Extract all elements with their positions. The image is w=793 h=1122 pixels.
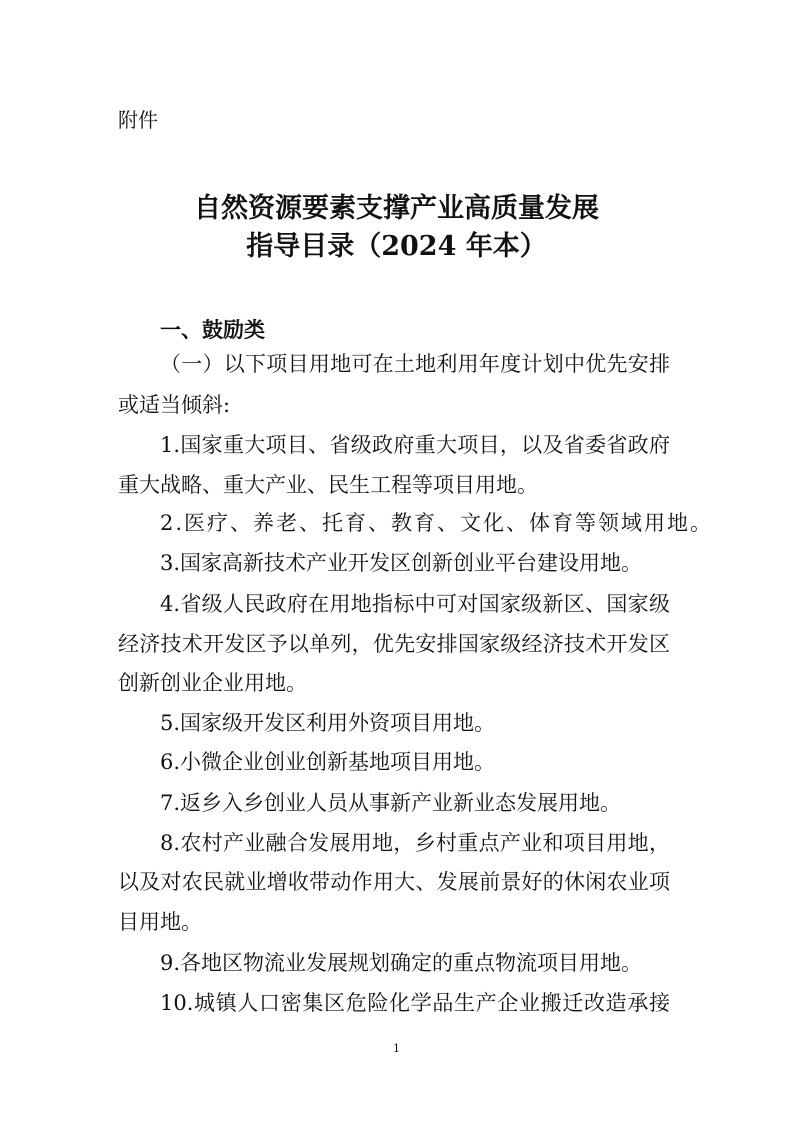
- list-item-line: 以及对农民就业增收带动作用大、发展前景好的休闲农业项: [118, 870, 670, 894]
- paragraph-line: （一）以下项目用地可在土地利用年度计划中优先安排: [160, 352, 670, 376]
- list-item-line: 经济技术开发区予以单列，优先安排国家级经济技术开发区: [118, 632, 670, 656]
- list-item-line: 重大战略、重大产业、民生工程等项目用地。: [118, 473, 538, 497]
- document-title-line1: 自然资源要素支撑产业高质量发展: [194, 193, 599, 224]
- paragraph-line: 或适当倾斜:: [118, 393, 231, 417]
- list-item-line: 1.国家重大项目、省级政府重大项目，以及省委省政府: [160, 433, 670, 457]
- list-item-line: 7.返乡入乡创业人员从事新产业新业态发展用地。: [160, 791, 622, 815]
- list-item-line: 10.城镇人口密集区危险化学品生产企业搬迁改造承接: [160, 991, 670, 1015]
- list-item-line: 6.小微企业创业创新基地项目用地。: [160, 750, 496, 774]
- list-item-line: 8.农村产业融合发展用地，乡村重点产业和项目用地，: [160, 831, 670, 855]
- list-item-line: 创新创业企业用地。: [118, 671, 307, 695]
- list-item-line: 4.省级人民政府在用地指标中可对国家级新区、国家级: [160, 592, 670, 616]
- attachment-label: 附件: [118, 108, 158, 132]
- section-heading: 一、鼓励类: [160, 318, 265, 342]
- document-title-line2: 指导目录（2024 年本）: [246, 231, 547, 262]
- list-item-line: 5.国家级开发区利用外资项目用地。: [160, 711, 496, 735]
- list-item-line: 2.医疗、养老、托育、教育、文化、体育等领域用地。: [160, 511, 714, 535]
- list-item-line: 9.各地区物流业发展规划确定的重点物流项目用地。: [160, 951, 643, 975]
- list-item-line: 目用地。: [118, 910, 202, 934]
- page-number: 1: [393, 1042, 400, 1055]
- list-item-line: 3.国家高新技术产业开发区创新创业平台建设用地。: [160, 551, 643, 575]
